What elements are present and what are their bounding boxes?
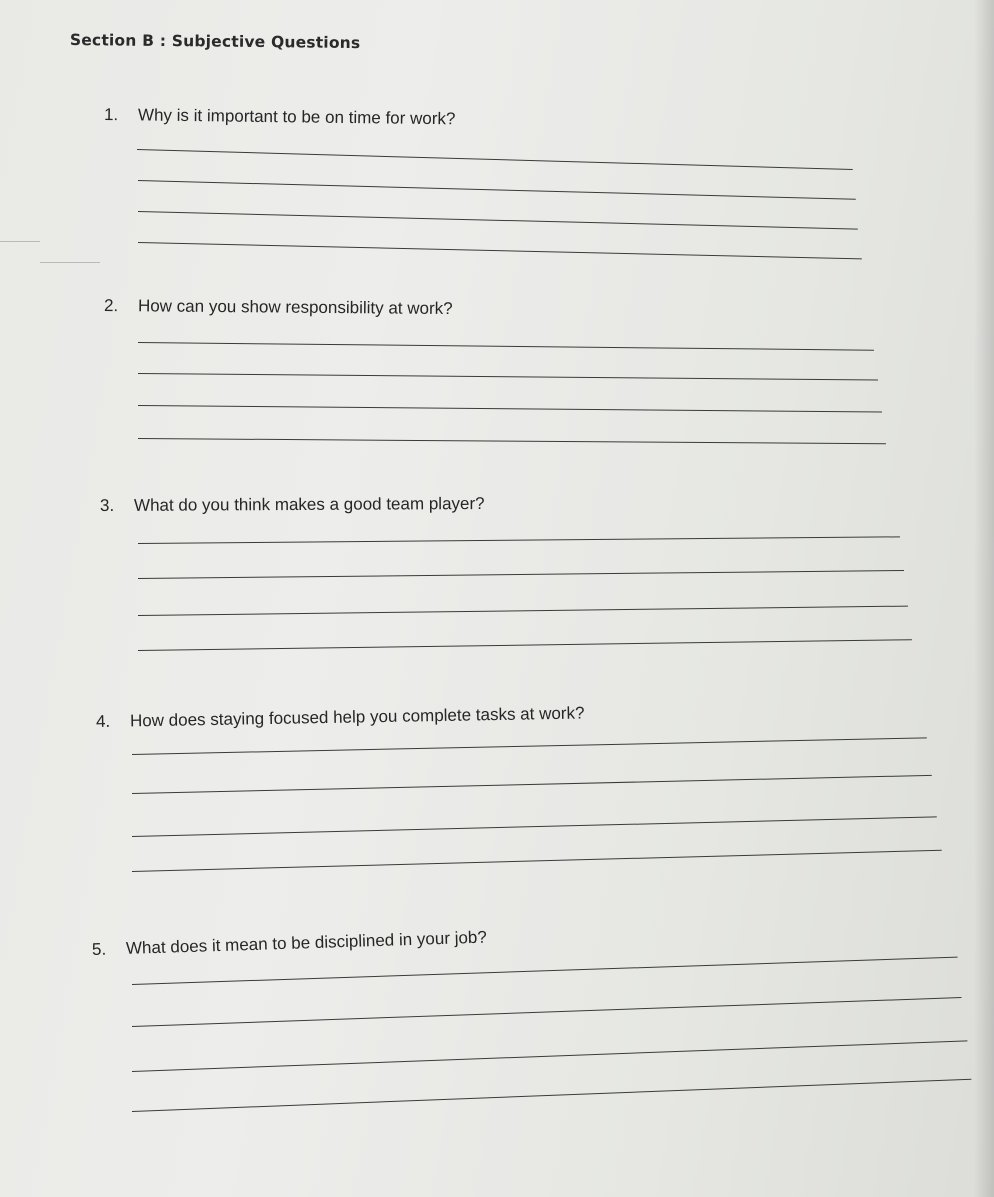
answer-line-5-4[interactable] [132,1079,971,1113]
answer-line-3-1[interactable] [138,536,900,544]
answer-line-1-3[interactable] [138,211,858,230]
question-3-text: What do you think makes a good team player? [133,493,485,515]
question-2-text: How can you show responsibility at work? [137,296,453,319]
answer-line-1-4[interactable] [138,242,862,260]
question-4 [96,703,585,732]
answer-line-1-1[interactable] [137,149,853,170]
answer-line-4-2[interactable] [132,775,932,794]
answer-line-5-1[interactable] [132,957,958,986]
question-4-text: How does staying focused help you complete tasks at work? [129,703,585,731]
question-3 [100,494,485,516]
answer-line-3-4[interactable] [138,639,912,651]
question-3-number: 3. [99,495,115,515]
answer-line-3-3[interactable] [138,606,908,617]
left-margin-mark-2 [40,262,100,263]
answer-line-5-2[interactable] [132,997,962,1027]
left-margin-mark [0,241,40,242]
answer-line-1-2[interactable] [138,180,856,200]
answer-line-2-2[interactable] [138,373,878,381]
answer-line-2-1[interactable] [138,342,874,351]
question-2-number: 2. [103,296,119,316]
question-1 [104,105,456,129]
section-title: Section B : Subjective Questions [69,31,361,53]
question-5 [92,928,487,960]
question-4-number: 4. [95,711,111,731]
answer-line-4-1[interactable] [132,737,927,755]
question-5-number: 5. [91,939,107,959]
answer-line-5-3[interactable] [132,1040,967,1072]
question-1-text: Why is it important to be on time for work? [137,105,456,129]
answer-line-3-2[interactable] [138,570,904,579]
answer-line-2-3[interactable] [138,405,882,413]
answer-line-2-4[interactable] [138,438,886,445]
answer-line-4-4[interactable] [132,850,942,872]
page-edge-shadow [974,0,994,1197]
question-1-number: 1. [103,105,119,125]
question-5-text: What does it mean to be disciplined in your job? [125,927,488,958]
question-2 [104,296,453,319]
answer-line-4-3[interactable] [132,816,937,837]
